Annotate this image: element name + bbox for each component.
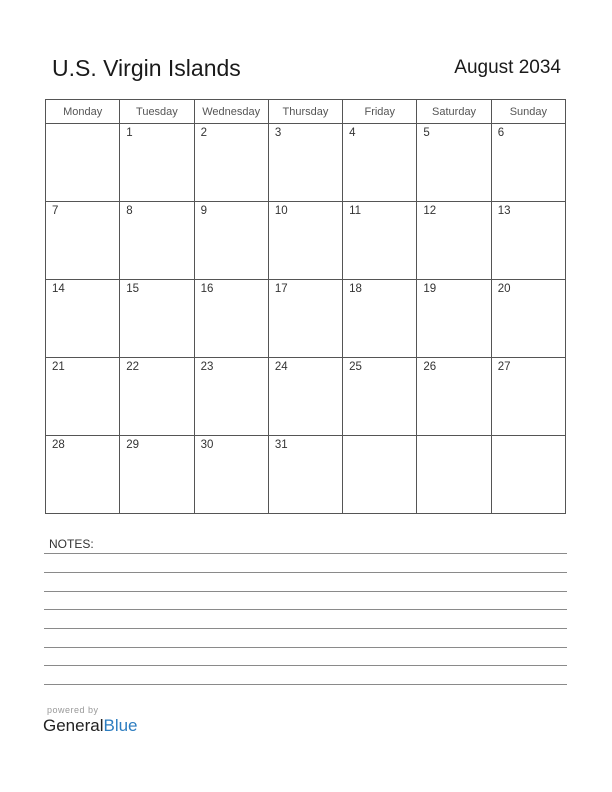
day-number bbox=[46, 124, 119, 127]
day-cell bbox=[417, 124, 491, 202]
day-number: 18 bbox=[349, 283, 362, 295]
day-cell bbox=[343, 358, 417, 436]
day-cell bbox=[417, 436, 491, 514]
powered-by-text: powered by bbox=[47, 705, 99, 715]
day-cell bbox=[491, 124, 565, 202]
day-cell bbox=[194, 436, 268, 514]
day-cell bbox=[417, 280, 491, 358]
day-number: 11 bbox=[349, 205, 362, 217]
day-number: 24 bbox=[274, 361, 288, 373]
day-cell bbox=[417, 358, 491, 436]
brand-blue: Blue bbox=[103, 716, 138, 735]
generalblue-logo[interactable] bbox=[43, 716, 138, 736]
page-title: U.S. Virgin Islands bbox=[52, 55, 241, 81]
weekday-header: Monday bbox=[46, 100, 120, 124]
week-row bbox=[46, 202, 566, 280]
day-number: 26 bbox=[423, 361, 437, 373]
weekday-header: Friday bbox=[343, 100, 417, 124]
calendar-grid bbox=[45, 99, 566, 514]
week-row bbox=[46, 124, 566, 202]
notes-line bbox=[44, 665, 567, 666]
notes-line bbox=[44, 647, 567, 648]
notes-line bbox=[44, 553, 567, 554]
day-number: 9 bbox=[200, 205, 207, 217]
day-number: 20 bbox=[497, 283, 511, 295]
day-cell bbox=[120, 202, 194, 280]
day-number: 28 bbox=[52, 439, 65, 451]
day-cell bbox=[343, 124, 417, 202]
day-number: 22 bbox=[126, 361, 140, 373]
notes-line bbox=[44, 591, 567, 592]
day-cell bbox=[268, 280, 342, 358]
day-cell bbox=[120, 358, 194, 436]
day-number bbox=[417, 436, 490, 439]
weekday-header: Tuesday bbox=[120, 100, 194, 124]
day-cell bbox=[491, 436, 565, 514]
week-row bbox=[46, 358, 566, 436]
day-number: 29 bbox=[126, 439, 140, 451]
day-number: 21 bbox=[52, 361, 65, 373]
week-row bbox=[46, 280, 566, 358]
day-number: 8 bbox=[126, 205, 133, 217]
day-cell bbox=[46, 358, 120, 436]
day-number: 16 bbox=[200, 283, 214, 295]
day-number bbox=[492, 436, 565, 439]
day-cell bbox=[120, 124, 194, 202]
day-number: 2 bbox=[200, 127, 207, 139]
day-cell bbox=[491, 358, 565, 436]
day-number: 30 bbox=[200, 439, 214, 451]
weekday-header-row bbox=[46, 100, 566, 124]
day-number: 5 bbox=[423, 127, 430, 139]
day-cell bbox=[343, 280, 417, 358]
day-cell bbox=[120, 280, 194, 358]
day-cell bbox=[268, 202, 342, 280]
weekday-header: Thursday bbox=[268, 100, 342, 124]
day-cell bbox=[120, 436, 194, 514]
day-cell bbox=[46, 124, 120, 202]
weekday-header: Wednesday bbox=[194, 100, 268, 124]
day-cell bbox=[268, 436, 342, 514]
weekday-header: Sunday bbox=[491, 100, 565, 124]
day-number: 31 bbox=[274, 439, 288, 451]
weekday-header: Saturday bbox=[417, 100, 491, 124]
month-year: August 2034 bbox=[454, 57, 561, 78]
day-number: 6 bbox=[497, 127, 505, 139]
day-cell bbox=[268, 358, 342, 436]
day-cell bbox=[417, 202, 491, 280]
day-number: 1 bbox=[126, 127, 133, 139]
day-number: 27 bbox=[497, 361, 511, 373]
day-number: 7 bbox=[52, 205, 59, 217]
day-number: 13 bbox=[497, 205, 511, 217]
day-cell bbox=[491, 280, 565, 358]
notes-line bbox=[44, 684, 567, 685]
day-cell bbox=[194, 124, 268, 202]
notes-line bbox=[44, 609, 567, 610]
notes-line bbox=[44, 572, 567, 573]
brand-general: General bbox=[43, 716, 104, 735]
day-cell bbox=[46, 280, 120, 358]
notes-label: NOTES: bbox=[49, 537, 94, 551]
day-number: 10 bbox=[274, 205, 288, 217]
day-cell bbox=[194, 202, 268, 280]
day-cell bbox=[491, 202, 565, 280]
notes-line bbox=[44, 628, 567, 629]
day-number: 15 bbox=[126, 283, 140, 295]
day-number: 25 bbox=[349, 361, 362, 373]
day-cell bbox=[46, 436, 120, 514]
day-cell bbox=[194, 280, 268, 358]
day-number: 14 bbox=[52, 283, 65, 295]
day-number: 19 bbox=[423, 283, 437, 295]
day-number bbox=[343, 436, 416, 439]
day-cell bbox=[46, 202, 120, 280]
week-row bbox=[46, 436, 566, 514]
day-number: 17 bbox=[274, 283, 288, 295]
day-number: 3 bbox=[274, 127, 282, 139]
day-number: 23 bbox=[200, 361, 214, 373]
day-number: 12 bbox=[423, 205, 437, 217]
day-cell bbox=[194, 358, 268, 436]
day-cell bbox=[343, 436, 417, 514]
day-cell bbox=[268, 124, 342, 202]
day-cell bbox=[343, 202, 417, 280]
day-number: 4 bbox=[349, 127, 356, 139]
